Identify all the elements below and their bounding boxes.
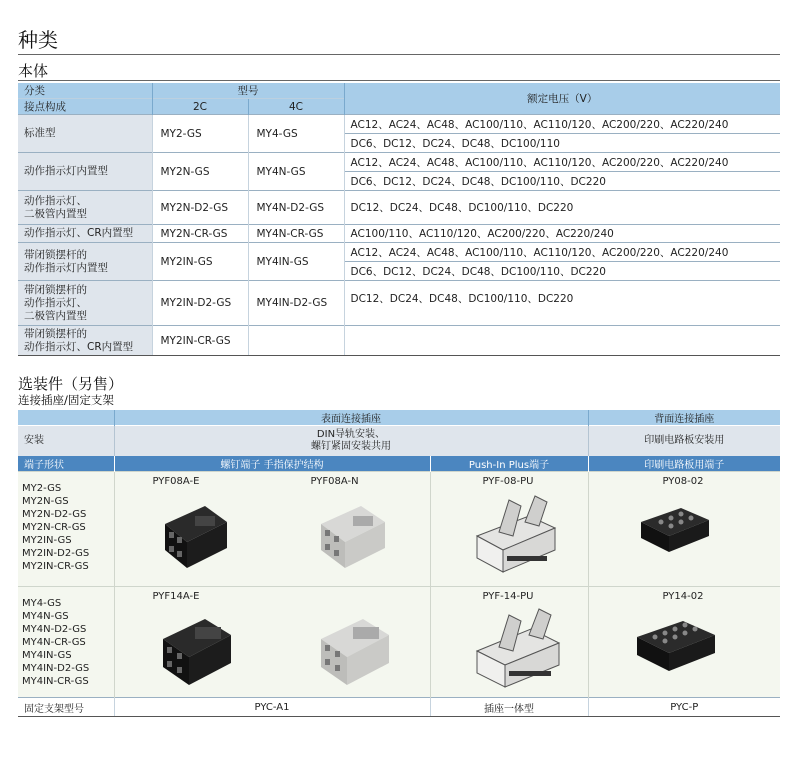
relay-model-table — [18, 83, 780, 356]
voltage-cell: DC12、DC24、DC48、DC100/110、DC220 — [344, 191, 780, 225]
voltage-cell: DC6、DC12、DC24、DC48、DC100/110、DC220 — [344, 262, 780, 281]
socket-code: PYF-08-PU — [482, 476, 534, 487]
category-cell — [18, 243, 152, 281]
model-2c: MY2N-GS — [152, 153, 248, 191]
pcb-socket-cell — [588, 472, 780, 587]
category-cell — [18, 191, 152, 225]
header-category: 分类 — [24, 85, 45, 97]
terminal-label: 端子形状 — [18, 456, 114, 472]
pushin-socket-cell — [430, 472, 588, 587]
socket-pushin-image — [469, 492, 561, 576]
socket-code: PYF-14-PU — [482, 591, 534, 602]
table-row — [18, 326, 780, 356]
voltage-cell: DC6、DC12、DC24、DC48、DC100/110、DC220 — [344, 172, 780, 191]
voltage-cell — [344, 326, 780, 356]
category-line: 带闭锁摆杆的 — [24, 283, 87, 296]
model-item: MY2N-GS — [22, 496, 69, 507]
model-2c: MY2IN-D2-GS — [152, 281, 248, 326]
voltage-cell: DC12、DC24、DC48、DC100/110、DC220 — [344, 281, 780, 326]
table-row — [18, 281, 780, 326]
voltage-cell: DC6、DC12、DC24、DC48、DC100/110 — [344, 134, 780, 153]
socket-grey-image — [311, 494, 395, 574]
section-options-subheading: 连接插座/固定支架 — [18, 393, 114, 407]
model-4c: MY4N-CR-GS — [248, 225, 344, 243]
model-2c: MY2N-CR-GS — [152, 225, 248, 243]
category-cell — [18, 281, 152, 326]
voltage-cell: AC12、AC24、AC48、AC100/110、AC110/120、AC200/220、AC220/240 — [344, 115, 780, 134]
socket-code: PYF08A-N — [310, 476, 359, 487]
socket-header-row — [18, 410, 780, 426]
section-options-heading: 选装件（另售） — [18, 375, 124, 393]
terminal-row — [18, 456, 780, 472]
bracket-pushin: 插座一体型 — [430, 698, 588, 717]
table-row — [18, 191, 780, 225]
header-2c: 2C — [152, 99, 248, 115]
section-body-heading: 本体 — [18, 62, 49, 80]
model-4c: MY4N-GS — [248, 153, 344, 191]
socket-code: PYF14A-E — [152, 591, 200, 602]
page-title: 种类 — [18, 28, 58, 52]
model-item: MY2N-D2-GS — [22, 509, 87, 520]
category-cell: 标准型 — [18, 115, 152, 153]
category-line: 带闭锁摆杆的 — [24, 327, 87, 340]
model-2c: MY2-GS — [152, 115, 248, 153]
pushin-socket-cell — [430, 587, 588, 698]
model-item: MY4N-D2-GS — [22, 624, 87, 635]
model-item: MY2-GS — [22, 483, 62, 494]
category-cell: 动作指示灯、CR内置型 — [18, 225, 152, 243]
install-back: 印刷电路板安装用 — [588, 426, 780, 457]
install-surface-line: 螺钉紧固安装共用 — [311, 441, 391, 452]
model-4c — [248, 326, 344, 356]
model-item: MY4IN-CR-GS — [22, 676, 89, 687]
category-line: 动作指示灯、CR内置型 — [24, 340, 134, 353]
install-row — [18, 426, 780, 457]
socket-table — [18, 410, 780, 717]
model-item: MY2IN-CR-GS — [22, 561, 89, 572]
category-line: 动作指示灯、 — [24, 194, 87, 207]
model-2c: MY2IN-GS — [152, 243, 248, 281]
bracket-screw: PYC-A1 — [114, 698, 430, 717]
socket-pushin-image — [469, 607, 565, 691]
bracket-pcb: PYC-P — [588, 698, 780, 717]
terminal-pcb: 印刷电路板用端子 — [588, 456, 780, 472]
table-row — [18, 225, 780, 243]
category-line: 动作指示灯、 — [24, 296, 87, 309]
model-item: MY4IN-D2-GS — [22, 663, 90, 674]
model-item: MY4IN-GS — [22, 650, 72, 661]
header-surface-socket: 表面连接插座 — [114, 410, 588, 426]
table-row — [18, 153, 780, 172]
category-line: 二极管内置型 — [24, 207, 87, 220]
install-label: 安装 — [18, 426, 114, 457]
category-cell: 动作指示灯内置型 — [18, 153, 152, 191]
socket-code: PY14-02 — [662, 591, 704, 602]
header-voltage: 额定电压（V） — [344, 83, 780, 115]
voltage-cell: AC12、AC24、AC48、AC100/110、AC110/120、AC200/220、AC220/240 — [344, 243, 780, 262]
header-back-socket: 背面连接插座 — [588, 410, 780, 426]
product-row-2c — [18, 472, 780, 587]
header-contact: 接点构成 — [18, 99, 152, 115]
header-4c: 4C — [248, 99, 344, 115]
bracket-label: 固定支架型号 — [18, 698, 114, 717]
voltage-cell: AC12、AC24、AC48、AC100/110、AC110/120、AC200/220、AC220/240 — [344, 153, 780, 172]
bracket-row — [18, 698, 780, 717]
model-item: MY2IN-D2-GS — [22, 548, 90, 559]
product-row-4c — [18, 587, 780, 698]
model-4c: MY4-GS — [248, 115, 344, 153]
socket-pcb-image — [633, 615, 719, 677]
table-row — [18, 243, 780, 262]
socket-code: PY08-02 — [662, 476, 704, 487]
install-surface — [114, 426, 588, 457]
title-rule — [18, 54, 780, 55]
socket-pcb-image — [637, 502, 713, 558]
category-cell — [18, 326, 152, 356]
table-row — [18, 115, 780, 134]
model-2c: MY2IN-CR-GS — [152, 326, 248, 356]
socket-black-image — [153, 609, 239, 689]
install-surface-line: DIN导轨安装、 — [316, 429, 386, 440]
terminal-screw: 螺钉端子 手指保护结构 — [114, 456, 430, 472]
model-4c: MY4IN-D2-GS — [248, 281, 344, 326]
section-body-rule — [18, 80, 780, 81]
socket-black-image — [155, 494, 235, 574]
category-line: 带闭锁摆杆的 — [24, 248, 87, 261]
model-item: MY4-GS — [22, 598, 62, 609]
voltage-cell: AC100/110、AC110/120、AC200/220、AC220/240 — [344, 225, 780, 243]
pcb-socket-cell — [588, 587, 780, 698]
model-2c: MY2N-D2-GS — [152, 191, 248, 225]
model-4c: MY4IN-GS — [248, 243, 344, 281]
table-header-row — [18, 83, 780, 99]
category-line: 动作指示灯内置型 — [24, 261, 108, 274]
terminal-pushin: Push-In Plus端子 — [430, 456, 588, 472]
model-item: MY2N-CR-GS — [22, 522, 86, 533]
model-item: MY4N-CR-GS — [22, 637, 86, 648]
socket-grey-image — [311, 609, 399, 689]
models-2c — [18, 472, 114, 587]
category-line: 二极管内置型 — [24, 309, 87, 322]
screw-socket-cell — [114, 587, 430, 698]
socket-code: PYF08A-E — [152, 476, 200, 487]
model-item: MY2IN-GS — [22, 535, 72, 546]
models-4c — [18, 587, 114, 698]
model-4c: MY4N-D2-GS — [248, 191, 344, 225]
header-model: 型号 — [152, 83, 344, 99]
model-item: MY4N-GS — [22, 611, 69, 622]
screw-socket-cell — [114, 472, 430, 587]
